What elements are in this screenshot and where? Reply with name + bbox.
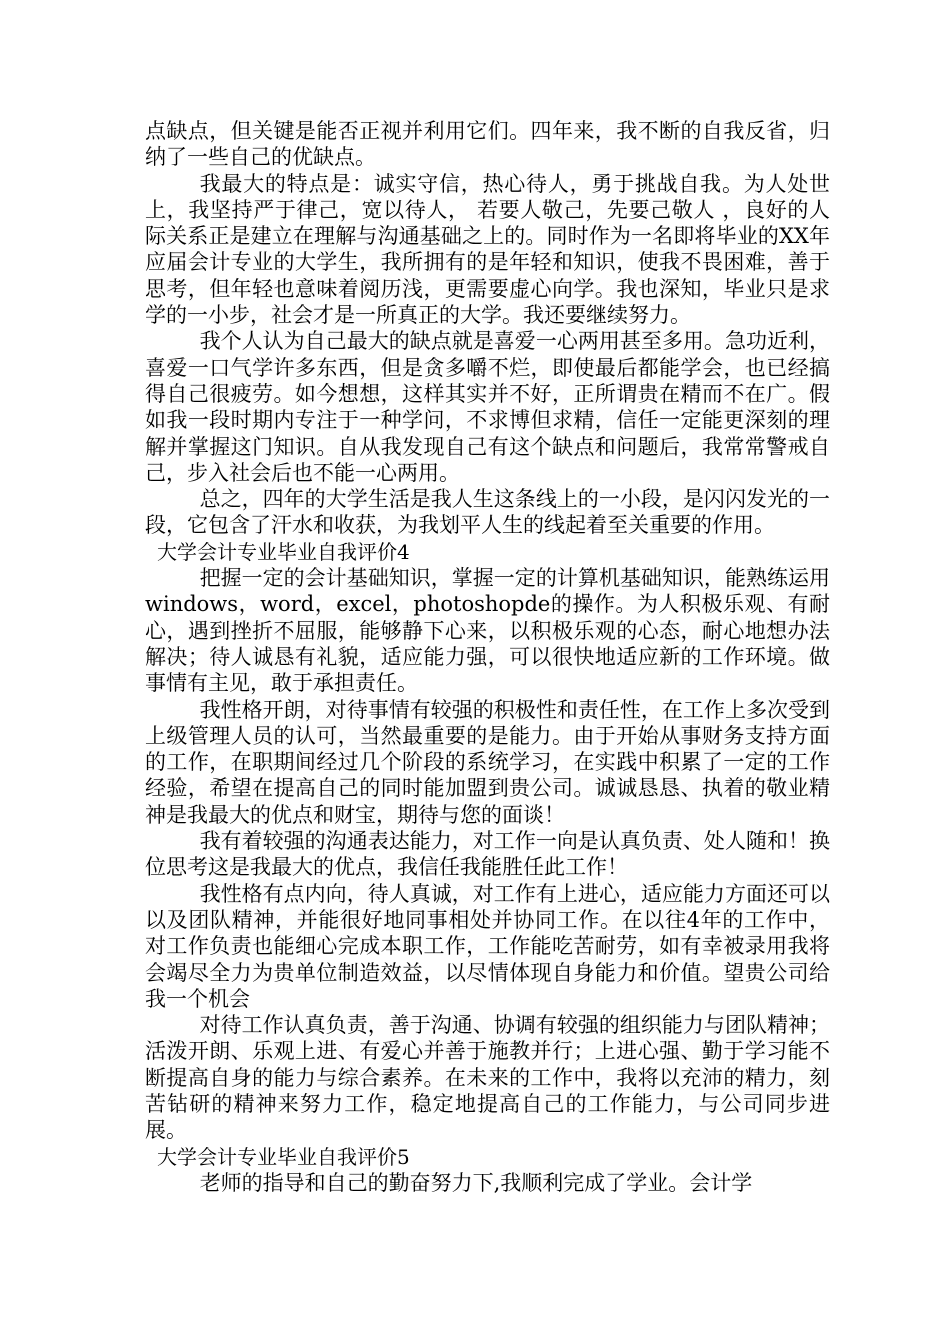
paragraph-1: 点缺点，但关键是能否正视并利用它们。四年来，我不断的自我反省，归纳了一些自己的优缺点。 xyxy=(145,119,830,170)
section-heading-4: 大学会计专业毕业自我评价4 xyxy=(157,539,410,564)
paragraph-10: 老师的指导和自己的勤奋努力下,我顺利完成了学业。会计学 xyxy=(199,1170,753,1195)
paragraph-3: 我个人认为自己最大的缺点就是喜爱一心两用甚至多用。急功近利，喜爱一口气学许多东西，但是贪多嚼不烂，即使最后都能学会，也已经搞得自己很疲劳。如今想想，这样其实并不好，正所谓贵在精而不在广。假如我一段时期内专注于一种学问，不求博但求精，信任一定能更深刻的理解并掌握这门知识。自从我发现自己有这个缺点和问题后，我常常警戒自己，步入社会后也不能一心两用。 xyxy=(145,329,830,485)
paragraph-4: 总之，四年的大学生活是我人生这条线上的一小段，是闪闪发光的一段，它包含了汗水和收获，为我划平人生的线起着至关重要的作用。 xyxy=(145,487,830,538)
paragraph-5: 把握一定的会计基础知识，掌握一定的计算机基础知识，能熟练运用windows，word，excel，photoshopde的操作。为人积极乐观、有耐心，遇到挫折不屈服，能够静下心来，以积极乐观的心态，耐心地想办法解决；待人诚恳有礼貌，适应能力强，可以很快地适应新的工作环境。做事情有主见，敢于承担责任。 xyxy=(145,566,830,696)
paragraph-2: 我最大的特点是：诚实守信，热心待人，勇于挑战自我。为人处世上，我坚持严于律己，宽以待人， 若要人敬己，先要己敬人 ，良好的人际关系正是建立在理解与沟通基础之上的。同时作为一名即将毕业的XX年应届会计专业的大学生，我所拥有的是年轻和知识，使我不畏困难，善于思考，但年轻也意味着阅历浅，更需要虚心向学。我也深知，毕业只是求学的一小步，社会才是一所真正的大学。我还要继续努力。 xyxy=(145,171,830,328)
document-page xyxy=(145,118,830,1196)
paragraph-6: 我性格开朗，对待事情有较强的积极性和责任性，在工作上多次受到上级管理人员的认可，当然最重要的是能力。由于开始从事财务支持方面的工作，在职期间经过几个阶段的系统学习，在实践中积累了一定的工作经验，希望在提高自己的同时能加盟到贵公司。诚诚恳恳、执着的敬业精神是我最大的优点和财宝，期待与您的面谈！ xyxy=(145,697,830,827)
paragraph-7: 我有着较强的沟通表达能力，对工作一向是认真负责、处人随和！换位思考这是我最大的优点，我信任我能胜任此工作！ xyxy=(145,829,830,880)
paragraph-8: 我性格有点内向，待人真诚，对工作有上进心，适应能力方面还可以以及团队精神，并能很好地同事相处并协同工作。在以往4年的工作中，对工作负责也能细心完成本职工作，工作能吃苦耐劳，如有幸被录用我将会竭尽全力为贵单位制造效益，以尽情体现自身能力和价值。望贵公司给我一个机会 xyxy=(145,881,830,1011)
section-heading-5: 大学会计专业毕业自我评价5 xyxy=(157,1144,410,1169)
paragraph-9: 对待工作认真负责，善于沟通、协调有较强的组织能力与团队精神；活泼开朗、乐观上进、有爱心并善于施教并行；上进心强、勤于学习能不断提高自身的能力与综合素养。在未来的工作中，我将以充沛的精力，刻苦钻研的精神来努力工作，稳定地提高自己的工作能力，与公司同步进展。 xyxy=(145,1013,830,1143)
